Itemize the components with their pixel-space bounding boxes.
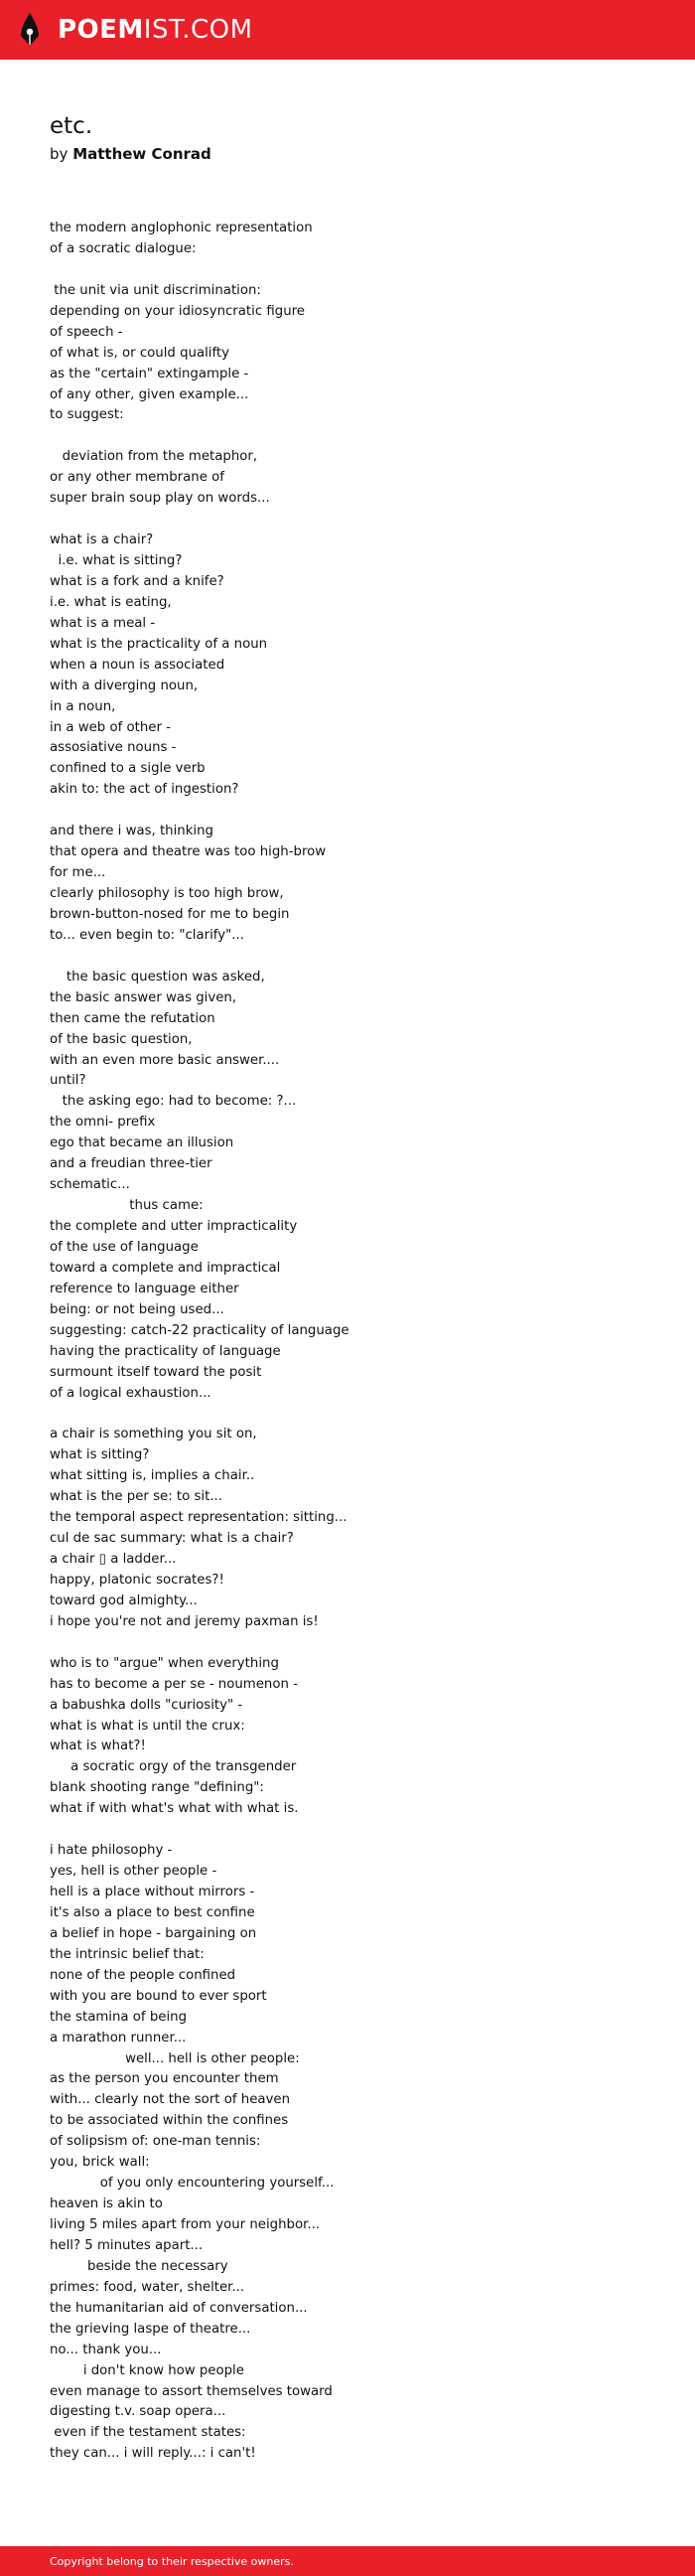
poem-line: no... thank you... <box>50 2342 162 2357</box>
poem-line: happy, platonic socrates?! <box>50 1572 224 1588</box>
poem-line: to... even begin to: "clarify"... <box>50 927 244 943</box>
poem-line: a babushka dolls "curiosity" - <box>50 1697 243 1713</box>
poem-line: being: or not being used... <box>50 1301 224 1317</box>
poem-line: even manage to assort themselves toward <box>50 2383 333 2399</box>
poem-line: or any other membrane of <box>50 470 224 486</box>
poem-line: when a noun is associated <box>50 657 225 673</box>
poem-header <box>50 113 211 163</box>
poem-line: blank shooting range "defining": <box>50 1780 264 1796</box>
poem-line: what is what?! <box>50 1739 146 1754</box>
poem-line: what is what is until the crux: <box>50 1718 245 1734</box>
poem-line: toward a complete and impractical <box>50 1260 281 1276</box>
poem-line: they can... i will reply...: i can't! <box>50 2446 256 2462</box>
poem-line: of a socratic dialogue: <box>50 240 197 256</box>
poem-line <box>50 1633 655 1654</box>
logo-bold-text: POEM <box>58 15 144 45</box>
poem-line: yes, hell is other people - <box>50 1864 217 1880</box>
poem-line: akin to: the act of ingestion? <box>50 782 239 798</box>
poem-line: even if the testament states: <box>50 2425 246 2441</box>
poem-line: depending on your idiosyncratic figure <box>50 303 305 319</box>
poem-line: i don't know how people <box>50 2362 244 2378</box>
poem-line: for me... <box>50 865 106 881</box>
poem-line <box>50 947 655 968</box>
pen-nib-icon[interactable] <box>17 12 43 48</box>
poem-line: has to become a per se - noumenon - <box>50 1676 298 1692</box>
poem-line: and a freudian three-tier <box>50 1156 212 1172</box>
poem-line: none of the people confined <box>50 1967 236 1983</box>
poem-line: super brain soup play on words... <box>50 491 270 507</box>
poem-line: to be associated within the confines <box>50 2113 289 2129</box>
poem-line: the modern anglophonic representation <box>50 221 313 235</box>
poem-line <box>50 426 655 447</box>
poem-line: what sitting is, implies a chair.. <box>50 1468 255 1484</box>
poem-line: the intrinsic belief that: <box>50 1946 205 1962</box>
poem-line: of any other, given example... <box>50 386 249 402</box>
poem-line: of the use of language <box>50 1239 199 1255</box>
poem-line: the grieving laspe of theatre... <box>50 2321 251 2337</box>
logo-light-text: IST.COM <box>143 15 253 45</box>
poem-line: a belief in hope - bargaining on <box>50 1925 257 1941</box>
poem-line: it's also a place to best confine <box>50 1904 255 1920</box>
poem-line: having the practicality of language <box>50 1343 281 1359</box>
poem-line: to suggest: <box>50 407 124 423</box>
poem-line: i hate philosophy - <box>50 1843 173 1859</box>
poem-line: brown-button-nosed for me to begin <box>50 906 290 922</box>
poem-line: a chair ▯ a ladder... <box>50 1552 177 1567</box>
poem-line <box>50 1404 655 1425</box>
poem-line: of speech - <box>50 324 123 340</box>
poem-line: with a diverging noun, <box>50 678 199 693</box>
poem-line: the complete and utter impracticality <box>50 1219 298 1234</box>
poem-line: a socratic orgy of the transgender <box>50 1759 297 1775</box>
poem-line: clearly philosophy is too high brow, <box>50 886 284 901</box>
poem-line: i.e. what is sitting? <box>50 553 183 568</box>
poem-line <box>50 260 655 281</box>
poem-line: confined to a sigle verb <box>50 761 206 777</box>
poem-line: of you only encountering yourself... <box>50 2176 335 2192</box>
poem-line: the stamina of being <box>50 2009 188 2025</box>
poem-line: what is a fork and a knife? <box>50 573 224 589</box>
poem-line: the basic question was asked, <box>50 969 265 985</box>
poem-line: as the "certain" extingample - <box>50 366 249 381</box>
poem-line: the omni- prefix <box>50 1115 156 1131</box>
poem-line: suggesting: catch-22 practicality of language <box>50 1322 349 1338</box>
poem-line: deviation from the metaphor, <box>50 449 258 465</box>
poem-line: you, brick wall: <box>50 2155 150 2171</box>
poem-line: toward god almighty... <box>50 1592 198 1608</box>
site-header <box>0 0 695 60</box>
poem-line: what is sitting? <box>50 1447 150 1463</box>
poem-line: what if with what's what with what is. <box>50 1801 299 1817</box>
poem-line: the temporal aspect representation: sitting... <box>50 1510 348 1526</box>
poem-line: that opera and theatre was too high-brow <box>50 844 327 860</box>
poem-line: hell is a place without mirrors - <box>50 1885 255 1899</box>
poem-line: thus came: <box>50 1198 204 1214</box>
poem-line: with you are bound to ever sport <box>50 1988 267 2004</box>
poem-line: the humanitarian aid of conversation... <box>50 2300 308 2316</box>
poem-line: the asking ego: had to become: ?... <box>50 1094 297 1110</box>
byline-prefix: by <box>50 145 69 163</box>
poem-line: what is a meal - <box>50 615 156 631</box>
poem-line: who is to "argue" when everything <box>50 1655 279 1671</box>
poem-line: primes: food, water, shelter... <box>50 2279 245 2295</box>
poem-line: a marathon runner... <box>50 2030 187 2046</box>
poem-line: well... hell is other people: <box>50 2050 300 2066</box>
poem-body <box>50 219 655 2465</box>
copyright-text: Copyright belong to their respective owners. <box>50 2554 294 2568</box>
author-name[interactable]: Matthew Conrad <box>72 145 211 163</box>
poem-line: beside the necessary <box>50 2258 228 2274</box>
poem-line: what is the practicality of a noun <box>50 636 268 652</box>
poem-line: the basic answer was given, <box>50 989 237 1005</box>
poem-title: etc. <box>50 113 93 139</box>
poem-line: of what is, or could qualifty <box>50 345 230 361</box>
poem-line: as the person you encounter them <box>50 2071 279 2087</box>
poem-line: reference to language either <box>50 1281 239 1296</box>
poem-line: cul de sac summary: what is a chair? <box>50 1531 294 1547</box>
site-logo[interactable] <box>58 15 253 45</box>
poem-line: in a noun, <box>50 698 116 714</box>
poem-line: the unit via unit discrimination: <box>50 282 261 298</box>
poem-line: surmount itself toward the posit <box>50 1364 262 1380</box>
poem-line: assosiative nouns - <box>50 740 177 756</box>
poem-line <box>50 1820 655 1841</box>
poem-line: of solipsism of: one-man tennis: <box>50 2134 261 2150</box>
poem-line: and there i was, thinking <box>50 824 213 839</box>
poem-line: of a logical exhaustion... <box>50 1385 211 1401</box>
poem-line: heaven is akin to <box>50 2197 163 2212</box>
site-footer <box>0 2546 695 2576</box>
poem-line: of the basic question, <box>50 1031 193 1047</box>
poem-line: what is the per se: to sit... <box>50 1489 223 1505</box>
poem-line <box>50 510 655 530</box>
byline <box>50 145 211 163</box>
poem-line: with an even more basic answer.... <box>50 1052 280 1068</box>
poem-line: a chair is something you sit on, <box>50 1427 257 1442</box>
poem-line: digesting t.v. soap opera... <box>50 2404 226 2420</box>
poem-line: living 5 miles apart from your neighbor... <box>50 2217 321 2232</box>
poem-line: hell? 5 minutes apart... <box>50 2237 204 2253</box>
poem-line: with... clearly not the sort of heaven <box>50 2092 291 2108</box>
poem-line: ego that became an illusion <box>50 1136 234 1151</box>
poem-line <box>50 801 655 822</box>
poem-line: what is a chair? <box>50 532 154 548</box>
poem-line: until? <box>50 1073 86 1089</box>
poem-line: schematic... <box>50 1177 130 1193</box>
poem-line: i hope you're not and jeremy paxman is! <box>50 1613 319 1629</box>
poem-line: then came the refutation <box>50 1010 215 1026</box>
poem-line: in a web of other - <box>50 719 171 735</box>
poem-line: i.e. what is eating, <box>50 594 172 610</box>
